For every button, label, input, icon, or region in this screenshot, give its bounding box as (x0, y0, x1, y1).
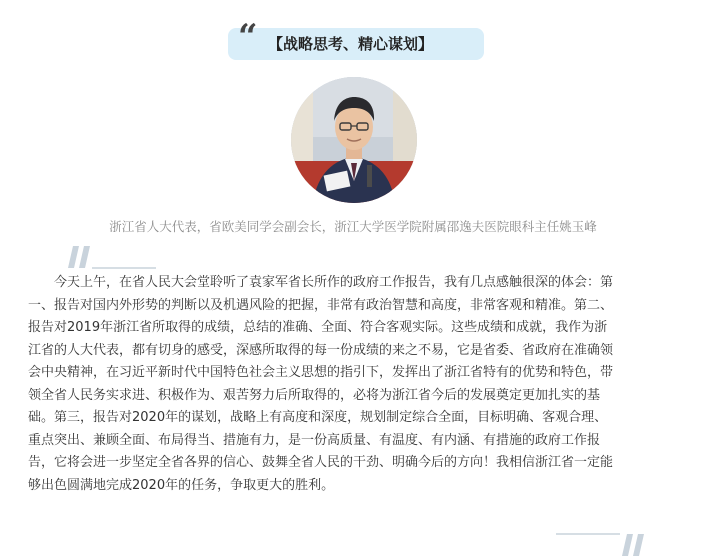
photo-caption: 浙江省人大代表，省欧美同学会副会长，浙江大学医学院附属邵逸夫医院眼科主任姚玉峰 (109, 219, 597, 234)
portrait-photo (291, 77, 417, 203)
article-line: 报告对2019年浙江省所取得的成绩，总结的准确、全面、符合客观实际。这些成绩和成就，我作为浙 (28, 320, 608, 335)
article-line: 告，它将会进一步坚定全省各界的信心、鼓舞全省人民的干劲、明确今后的方向！我相信浙江省一定能 (28, 455, 614, 470)
article-line: 础。第三，报告对2020年的谋划，战略上有高度和深度，规划制定综合全面，目标明确、客观合理、 (28, 410, 608, 425)
article-line: 今天上午，在省人民大会堂聆听了袁家军省长所作的政府工作报告，我有几点感触很深的体会：第 (54, 275, 614, 290)
article-line: 重点突出、兼顾全面、布局得当、措施有力，是一份高质量、有温度、有内涵、有措施的政府工作报 (28, 432, 601, 448)
quote-close-decoration-icon (556, 532, 646, 558)
person-portrait-icon (291, 77, 417, 203)
article-line: 够出色圆满地完成2020年的任务，争取更大的胜利。 (28, 477, 335, 493)
article-line: 江省的人大代表，都有切身的感受，深感所取得的每一份成绩的来之不易，它是省委、省政府在准确领 (28, 342, 614, 358)
quote-decoration-icon (66, 244, 156, 270)
quote-open-icon: “ (238, 17, 258, 57)
article-body (28, 272, 682, 497)
article-line: 会中央精神，在习近平新时代中国特色社会主义思想的指引下，发挥出了浙江省特有的优势和特色，带 (28, 365, 614, 380)
article-line: 领全省人民务实求进、积极作为、艰苦努力后所取得的，必将为浙江省今后的发展奠定更加扎实的基 (28, 387, 601, 403)
article-line: 一、报告对国内外形势的判断以及机遇风险的把握，非常有政治智慧和高度，非常客观和精准。第二、 (28, 297, 614, 313)
section-title-text: 【战略思考、精心谋划】 (268, 35, 434, 53)
